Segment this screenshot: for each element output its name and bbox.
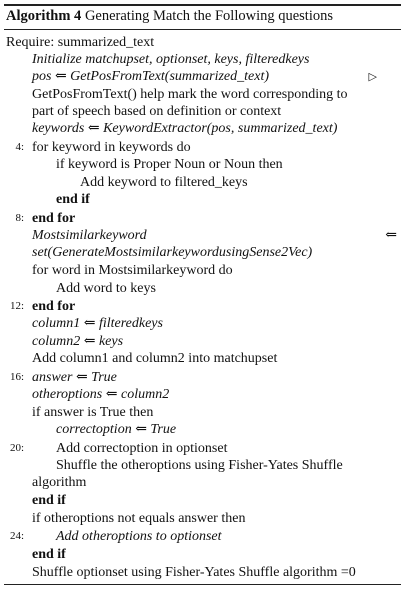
algo-line — [32, 244, 312, 261]
algo-line — [32, 262, 233, 279]
algorithm-label: Algorithm 4 — [6, 8, 82, 24]
algo-line — [56, 421, 176, 438]
algo-line — [32, 404, 153, 421]
line-text: correctoption ⇐ True — [56, 422, 177, 437]
algo-line — [32, 298, 75, 315]
line-text: for keyword in keywords do — [32, 140, 191, 155]
line-text: end if — [32, 547, 66, 562]
line-text: otheroptions ⇐ column2 — [32, 387, 170, 402]
assign-arrow-icon: ⇐ — [385, 228, 397, 243]
line-text: end if — [56, 192, 90, 207]
algo-line — [56, 280, 156, 297]
algorithm-title — [6, 8, 333, 25]
line-text: Initialize matchupset, optionset, keys, filteredkeys — [32, 52, 310, 67]
line-text: algorithm — [32, 475, 87, 490]
line-text: pos ⇐ GetPosFromText(summarized_text) — [32, 69, 270, 84]
line-number: 20: — [9, 442, 24, 454]
line-text: keywords ⇐ KeywordExtractor(pos, summarized_text) — [32, 121, 338, 136]
line-text: Mostsimilarkeyword — [32, 228, 147, 243]
algo-line — [56, 528, 222, 545]
algo-line — [32, 315, 163, 332]
line-text: answer ⇐ True — [32, 370, 117, 385]
line-number: 24: — [9, 530, 24, 542]
line-number: 4: — [15, 141, 24, 153]
line-text: GetPosFromText() help mark the word corresponding to — [32, 87, 348, 102]
algo-line — [32, 227, 147, 244]
line-text: Shuffle optionset using Fisher-Yates Shuffle algorithm =0 — [32, 565, 356, 580]
top-rule — [4, 4, 401, 6]
line-text: if keyword is Proper Noun or Noun then — [56, 157, 283, 172]
line-text: Shuffle the otheroptions using Fisher-Yates Shuffle — [56, 458, 343, 473]
algo-line — [32, 86, 348, 103]
algo-line — [56, 156, 283, 173]
line-text: Add correctoption in optionset — [56, 441, 228, 456]
algo-line — [56, 191, 90, 208]
algo-line — [32, 120, 337, 137]
algorithm-block — [4, 0, 401, 592]
line-text: if otheroptions not equals answer then — [32, 511, 246, 526]
line-text: part of speech based on definition or context — [32, 104, 282, 119]
algorithm-name: Generating Match the Following questions — [84, 8, 334, 24]
algo-line — [32, 139, 191, 156]
bottom-rule — [4, 584, 401, 585]
algo-line — [56, 457, 343, 474]
algo-line — [80, 174, 248, 191]
algo-line — [32, 103, 281, 120]
algo-line — [32, 369, 117, 386]
line-text: end for — [32, 211, 76, 226]
line-text: Add column1 and column2 into matchupset — [32, 351, 278, 366]
algo-line — [32, 210, 75, 227]
line-text: if answer is True then — [32, 405, 154, 420]
line-text: Add otheroptions to optionset — [56, 529, 222, 544]
algo-line — [56, 440, 227, 457]
algo-line — [32, 386, 169, 403]
line-text: Add keyword to filtered_keys — [80, 175, 248, 190]
line-text: for word in Mostsimilarkeyword do — [32, 263, 233, 278]
algo-line — [32, 51, 309, 68]
line-number: 12: — [9, 300, 24, 312]
algo-line — [32, 510, 245, 527]
line-text: end for — [32, 299, 76, 314]
line-text: column1 ⇐ filteredkeys — [32, 316, 163, 331]
line-number: 16: — [9, 371, 24, 383]
require-line — [6, 34, 154, 51]
algo-line — [32, 474, 86, 491]
line-number: 8: — [15, 212, 24, 224]
comment-triangle-icon: ▷ — [368, 71, 377, 83]
line-text: column2 ⇐ keys — [32, 334, 124, 349]
algo-line — [32, 333, 123, 350]
algo-line — [32, 492, 66, 509]
algo-line — [32, 564, 356, 581]
line-text: Require: summarized_text — [6, 35, 155, 50]
title-rule — [4, 29, 401, 30]
algo-line — [32, 68, 269, 85]
algo-line — [32, 546, 66, 563]
line-text: set(GenerateMostsimilarkeywordusingSense2Vec) — [32, 245, 313, 260]
algo-line — [32, 350, 277, 367]
line-text: Add word to keys — [56, 281, 156, 296]
line-text: end if — [32, 493, 66, 508]
